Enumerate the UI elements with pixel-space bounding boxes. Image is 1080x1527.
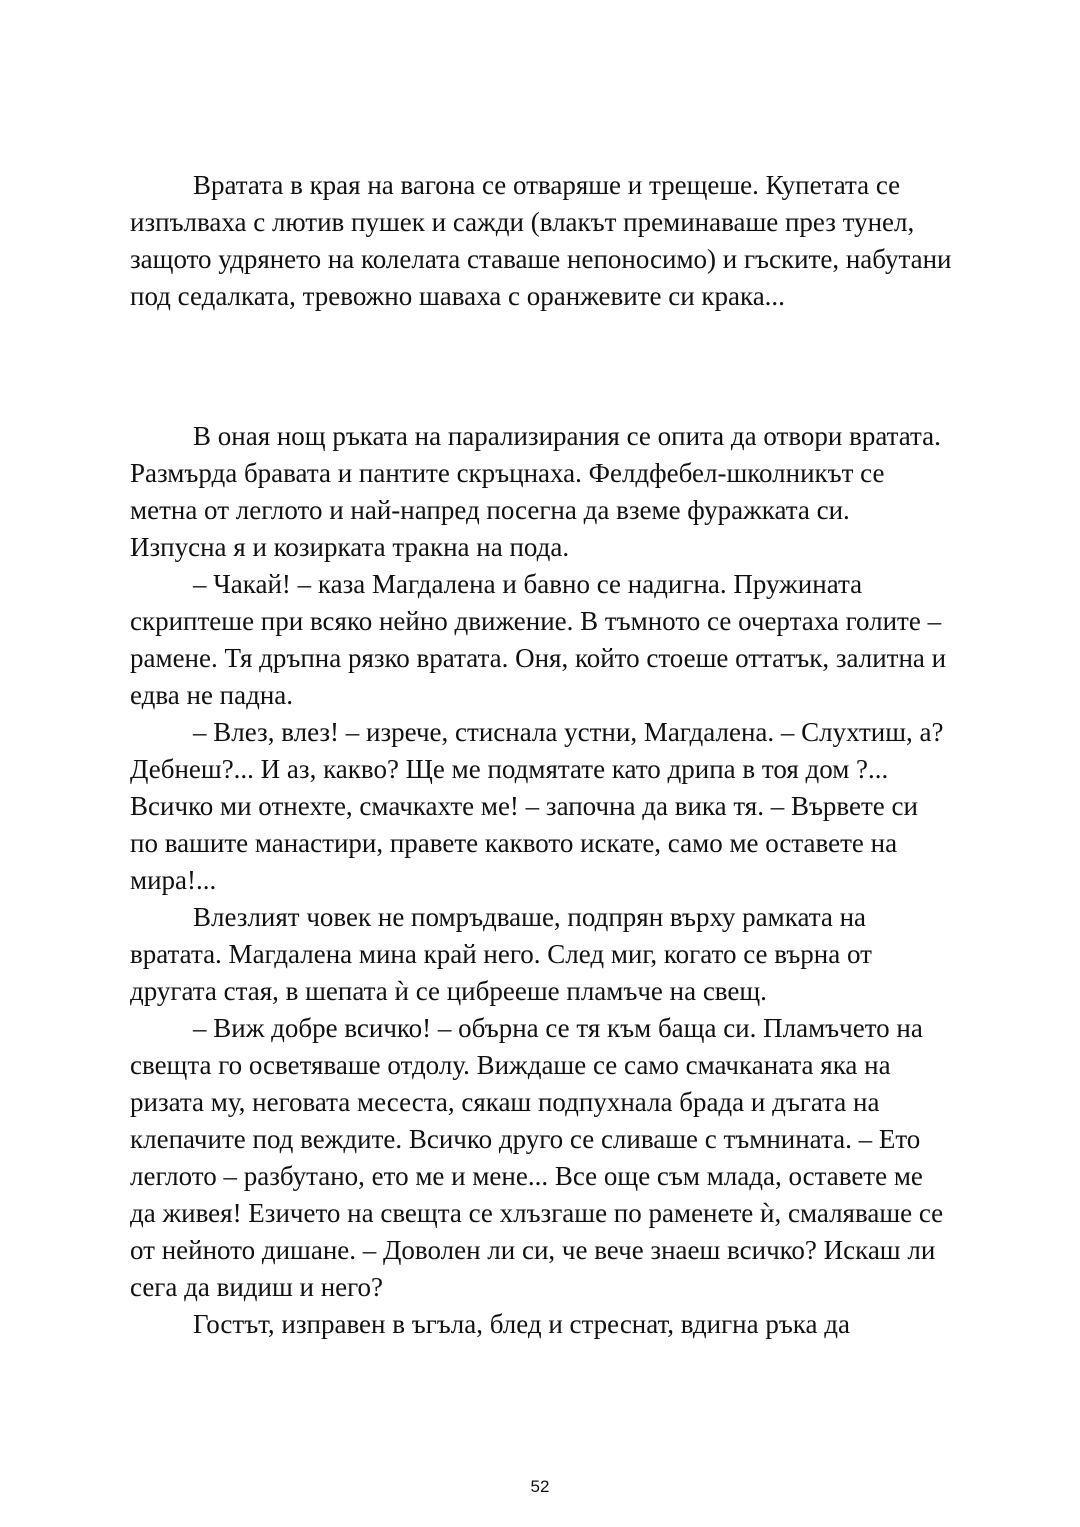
paragraph: В оная нощ ръката на парализирания се опита да отвори вратата. Размърда бравата и пантите скръцнаха. Фелдфебел-школникът се метна от леглото и най-напред посегна да вземе фуражката си. Изпусна я и козирката тракна на пода. <box>130 421 941 562</box>
paragraph: – Виж добре всичко! – обърна се тя към баща си. Пламъчето на свещта го осветяваше отдолу. Виждаше се само смачканата яка на ризата му, неговата месеста, сякаш подпухнала брада и дъгата на клепачите под веждите. Всичко друго се сливаше с тъмнината. – Ето леглото – разбутано, ето ме и мене... Все още съм млада, оставете ме да живея! Езичето на свещта се хлъзгаше по раменете ѝ, смаляваше се от нейното дишане. – Доволен ли си, че вече знаеш всичко? Искаш ли сега да видиш и него? <box>130 1013 944 1302</box>
paragraph: – Чакай! – каза Магдалена и бавно се надигна. Пружината скриптеше при всяко нейно движение. В тъмното се очертаха голите – рамене. Тя дръпна рязко вратата. Оня, който стоеше оттатък, залитна и едва не падна. <box>130 569 947 710</box>
text-section-two <box>130 418 952 1343</box>
paragraph: Вратата в края на вагона се отваряше и трещеше. Купетата се изпълваха с лютив пушек и сажди (влакът преминаваше през тунел, защото удрянето на колелата ставаше непоносимо) и гъските, набутани под седалката, тревожно шаваха с оранжевите си крака... <box>130 170 952 311</box>
text-section-one <box>130 167 952 315</box>
paragraph: Гостът, изправен в ъгъла, блед и стреснат, вдигна ръка да <box>193 1309 850 1339</box>
paragraph: – Влез, влез! – изрече, стиснала устни, Магдалена. – Слухтиш, а? Дебнеш?... И аз, какво? Ще ме подмятате като дрипа в тоя дом ?... Всичко ми отнехте, смачкахте ме! – започна да вика тя. – Вървете си по вашите манастири, правете каквото искате, само ме оставете на мира!... <box>130 717 944 895</box>
page-number: 52 <box>530 1477 550 1496</box>
paragraph: Влезлият човек не помръдваше, подпрян върху рамката на вратата. Магдалена мина край него. След миг, когато се върна от другата стая, в шепата ѝ се цибрееше пламъче на свещ. <box>130 902 872 1006</box>
